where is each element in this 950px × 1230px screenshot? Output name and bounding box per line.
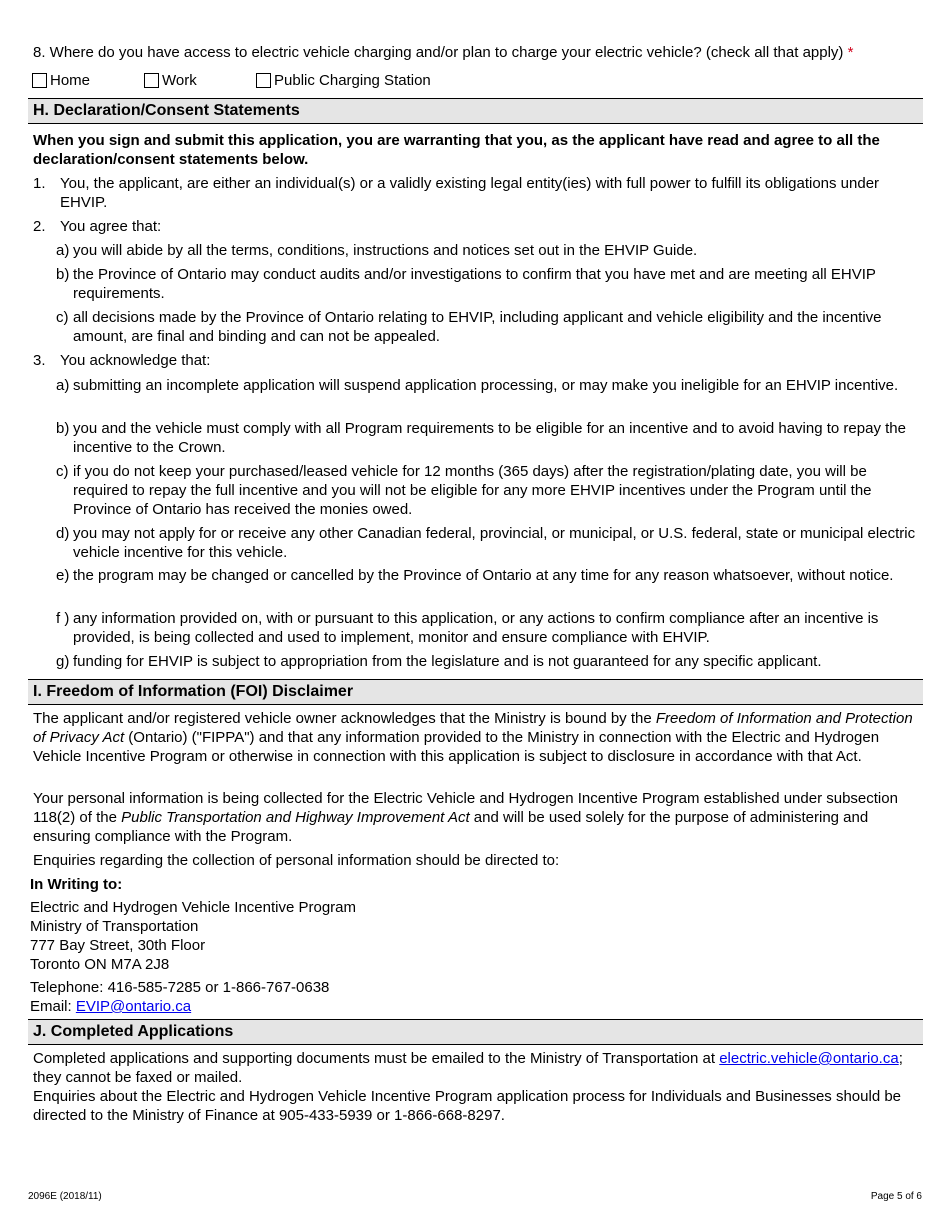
in-writing-label: In Writing to: <box>30 876 123 893</box>
sub-letter: b) <box>56 420 70 437</box>
section-i-header: I. Freedom of Information (FOI) Disclaimer <box>28 679 923 705</box>
foi-p1-text: The applicant and/or registered vehicle owner acknowledges that the Ministry is bound by the <box>33 710 656 727</box>
completed-apps-paragraph-2: Enquiries about the Electric and Hydrogen Vehicle Incentive Program application process for Individuals and Businesses should be directed to the Ministry of Finance at 905-433-5939 or 1-866-668-8297. <box>33 1088 902 1124</box>
checkbox-work-label: Work <box>162 72 197 89</box>
sub-text: any information provided on, with or pursuant to this application, or any actions to confirm compliance after an incentive is provided, is being collected and used to implement, monitor and ensure compliance with EHVIP. <box>73 610 879 646</box>
item-3d <box>56 524 918 562</box>
checkbox-work[interactable] <box>144 71 197 90</box>
sub-letter: c) <box>56 463 69 480</box>
address-line-4: Toronto ON M7A 2J8 <box>30 956 170 973</box>
checkbox-home[interactable] <box>32 71 90 90</box>
item-3e <box>56 566 918 585</box>
item-3a <box>56 376 918 395</box>
item-3g <box>56 652 918 671</box>
section-j-header: J. Completed Applications <box>28 1019 923 1045</box>
checkbox-home-label: Home <box>50 72 91 89</box>
sub-letter: d) <box>56 525 70 542</box>
telephone: Telephone: 416-585-7285 or 1-866-767-0638 <box>30 979 330 996</box>
item-2b <box>56 265 918 303</box>
address-line-3: 777 Bay Street, 30th Floor <box>30 937 206 954</box>
item-number: 3. <box>33 352 46 369</box>
item-text: You agree that: <box>60 218 162 235</box>
checkbox-public-charging-label: Public Charging Station <box>274 72 431 89</box>
item-text: You, the applicant, are either an individual(s) or a validly existing legal entity(ies) with full power to fulfill its obligations under EHVIP. <box>60 175 880 211</box>
item-2a <box>56 241 918 260</box>
sub-letter: a) <box>56 377 70 394</box>
sub-text: funding for EHVIP is subject to appropriation from the legislature and is not guaranteed for any specific applicant. <box>73 653 822 670</box>
item-3c <box>56 462 918 519</box>
foi-p2-text-cont: and will be used solely for the purpose of administering and ensuring compliance with the Program. <box>33 809 869 845</box>
item-3f <box>56 609 918 647</box>
sub-letter: g) <box>56 653 70 670</box>
address-line-2: Ministry of Transportation <box>30 918 199 935</box>
sub-letter: a) <box>56 242 70 259</box>
fippa-act-name: Freedom of Information and Protection of Privacy Act <box>33 710 913 746</box>
sub-letter: f ) <box>56 610 70 627</box>
section-h-header: H. Declaration/Consent Statements <box>28 98 923 124</box>
sub-text: submitting an incomplete application will suspend application processing, or may make you ineligible for an EHVIP incentive. <box>73 377 899 394</box>
item-text: You acknowledge that: <box>60 352 211 369</box>
sub-text: the Province of Ontario may conduct audits and/or investigations to confirm that you have met and are meeting all EHVIP requirements. <box>73 266 876 302</box>
item-number: 2. <box>33 218 46 235</box>
evip-email-link[interactable]: EVIP@ontario.ca <box>75 998 192 1015</box>
sub-text: all decisions made by the Province of Ontario relating to EHVIP, including applicant and vehicle eligibility and the incentive amount, are final and binding and can not be appealed. <box>73 309 882 345</box>
declaration-item-2 <box>33 217 918 236</box>
section-h-intro: When you sign and submit this application, you are warranting that you, as the applicant have read and agree to all the declaration/consent statements below. <box>33 132 880 168</box>
foi-paragraph-2 <box>33 789 918 846</box>
foi-paragraph-1 <box>33 709 918 766</box>
declaration-item-1 <box>33 174 918 212</box>
completed-p1-text-cont: ; they cannot be faxed or mailed. <box>33 1050 903 1086</box>
item-3b <box>56 419 918 457</box>
ptha-act-name: Public Transportation and Highway Improvement Act <box>121 809 470 826</box>
page-number: Page 5 of 6 <box>870 1191 922 1202</box>
foi-paragraph-3: Enquiries regarding the collection of personal information should be directed to: <box>33 852 560 869</box>
email-line <box>30 997 191 1016</box>
email-label: Email: <box>30 998 76 1015</box>
foi-p2-text: Your personal information is being collected for the Electric Vehicle and Hydrogen Incentive Program established under subsection 118(2) of the <box>33 790 898 826</box>
checkbox-home-box[interactable] <box>32 73 47 88</box>
sub-text: you will abide by all the terms, conditions, instructions and notices set out in the EHVIP Guide. <box>73 242 698 259</box>
address-line-1: Electric and Hydrogen Vehicle Incentive Program <box>30 899 357 916</box>
sub-text: you may not apply for or receive any other Canadian federal, provincial, or municipal, or U.S. federal, state or municipal electric vehicle incentive for this vehicle. <box>73 525 916 561</box>
checkbox-public-charging[interactable] <box>256 71 431 90</box>
required-marker: * <box>847 44 854 61</box>
sub-letter: b) <box>56 266 70 283</box>
declaration-item-3 <box>33 351 918 370</box>
checkbox-work-box[interactable] <box>144 73 159 88</box>
completed-p1-text: Completed applications and supporting documents must be emailed to the Ministry of Transportation at <box>33 1050 720 1067</box>
checkbox-public-charging-box[interactable] <box>256 73 271 88</box>
item-2c <box>56 308 918 346</box>
sub-letter: e) <box>56 567 70 584</box>
foi-p1-text-cont: (Ontario) ("FIPPA") and that any information provided to the Ministry in connection with the Electric and Hydrogen Vehicle Incentive Program or otherwise in connection with this application is subject to disclosure in accordance with that Act. <box>33 729 880 765</box>
item-number: 1. <box>33 175 46 192</box>
question-8-text: 8. Where do you have access to electric vehicle charging and/or plan to charge your electric vehicle? (check all that apply) <box>33 44 844 61</box>
electric-vehicle-email-link[interactable]: electric.vehicle@ontario.ca <box>719 1050 899 1067</box>
sub-text: if you do not keep your purchased/leased vehicle for 12 months (365 days) after the registration/plating date, you will be required to repay the full incentive and you will not be eligible for any more EHVIP incentives under the Program until the Province of Ontario has received the monies owed. <box>73 463 872 518</box>
sub-text: you and the vehicle must comply with all Program requirements to be eligible for an incentive and to avoid having to repay the incentive to the Crown. <box>73 420 906 456</box>
form-id: 2096E (2018/11) <box>28 1191 102 1202</box>
sub-letter: c) <box>56 309 69 326</box>
completed-apps-paragraph-1 <box>33 1049 918 1087</box>
question-8 <box>33 43 853 62</box>
sub-text: the program may be changed or cancelled by the Province of Ontario at any time for any reason whatsoever, without notice. <box>73 567 894 584</box>
